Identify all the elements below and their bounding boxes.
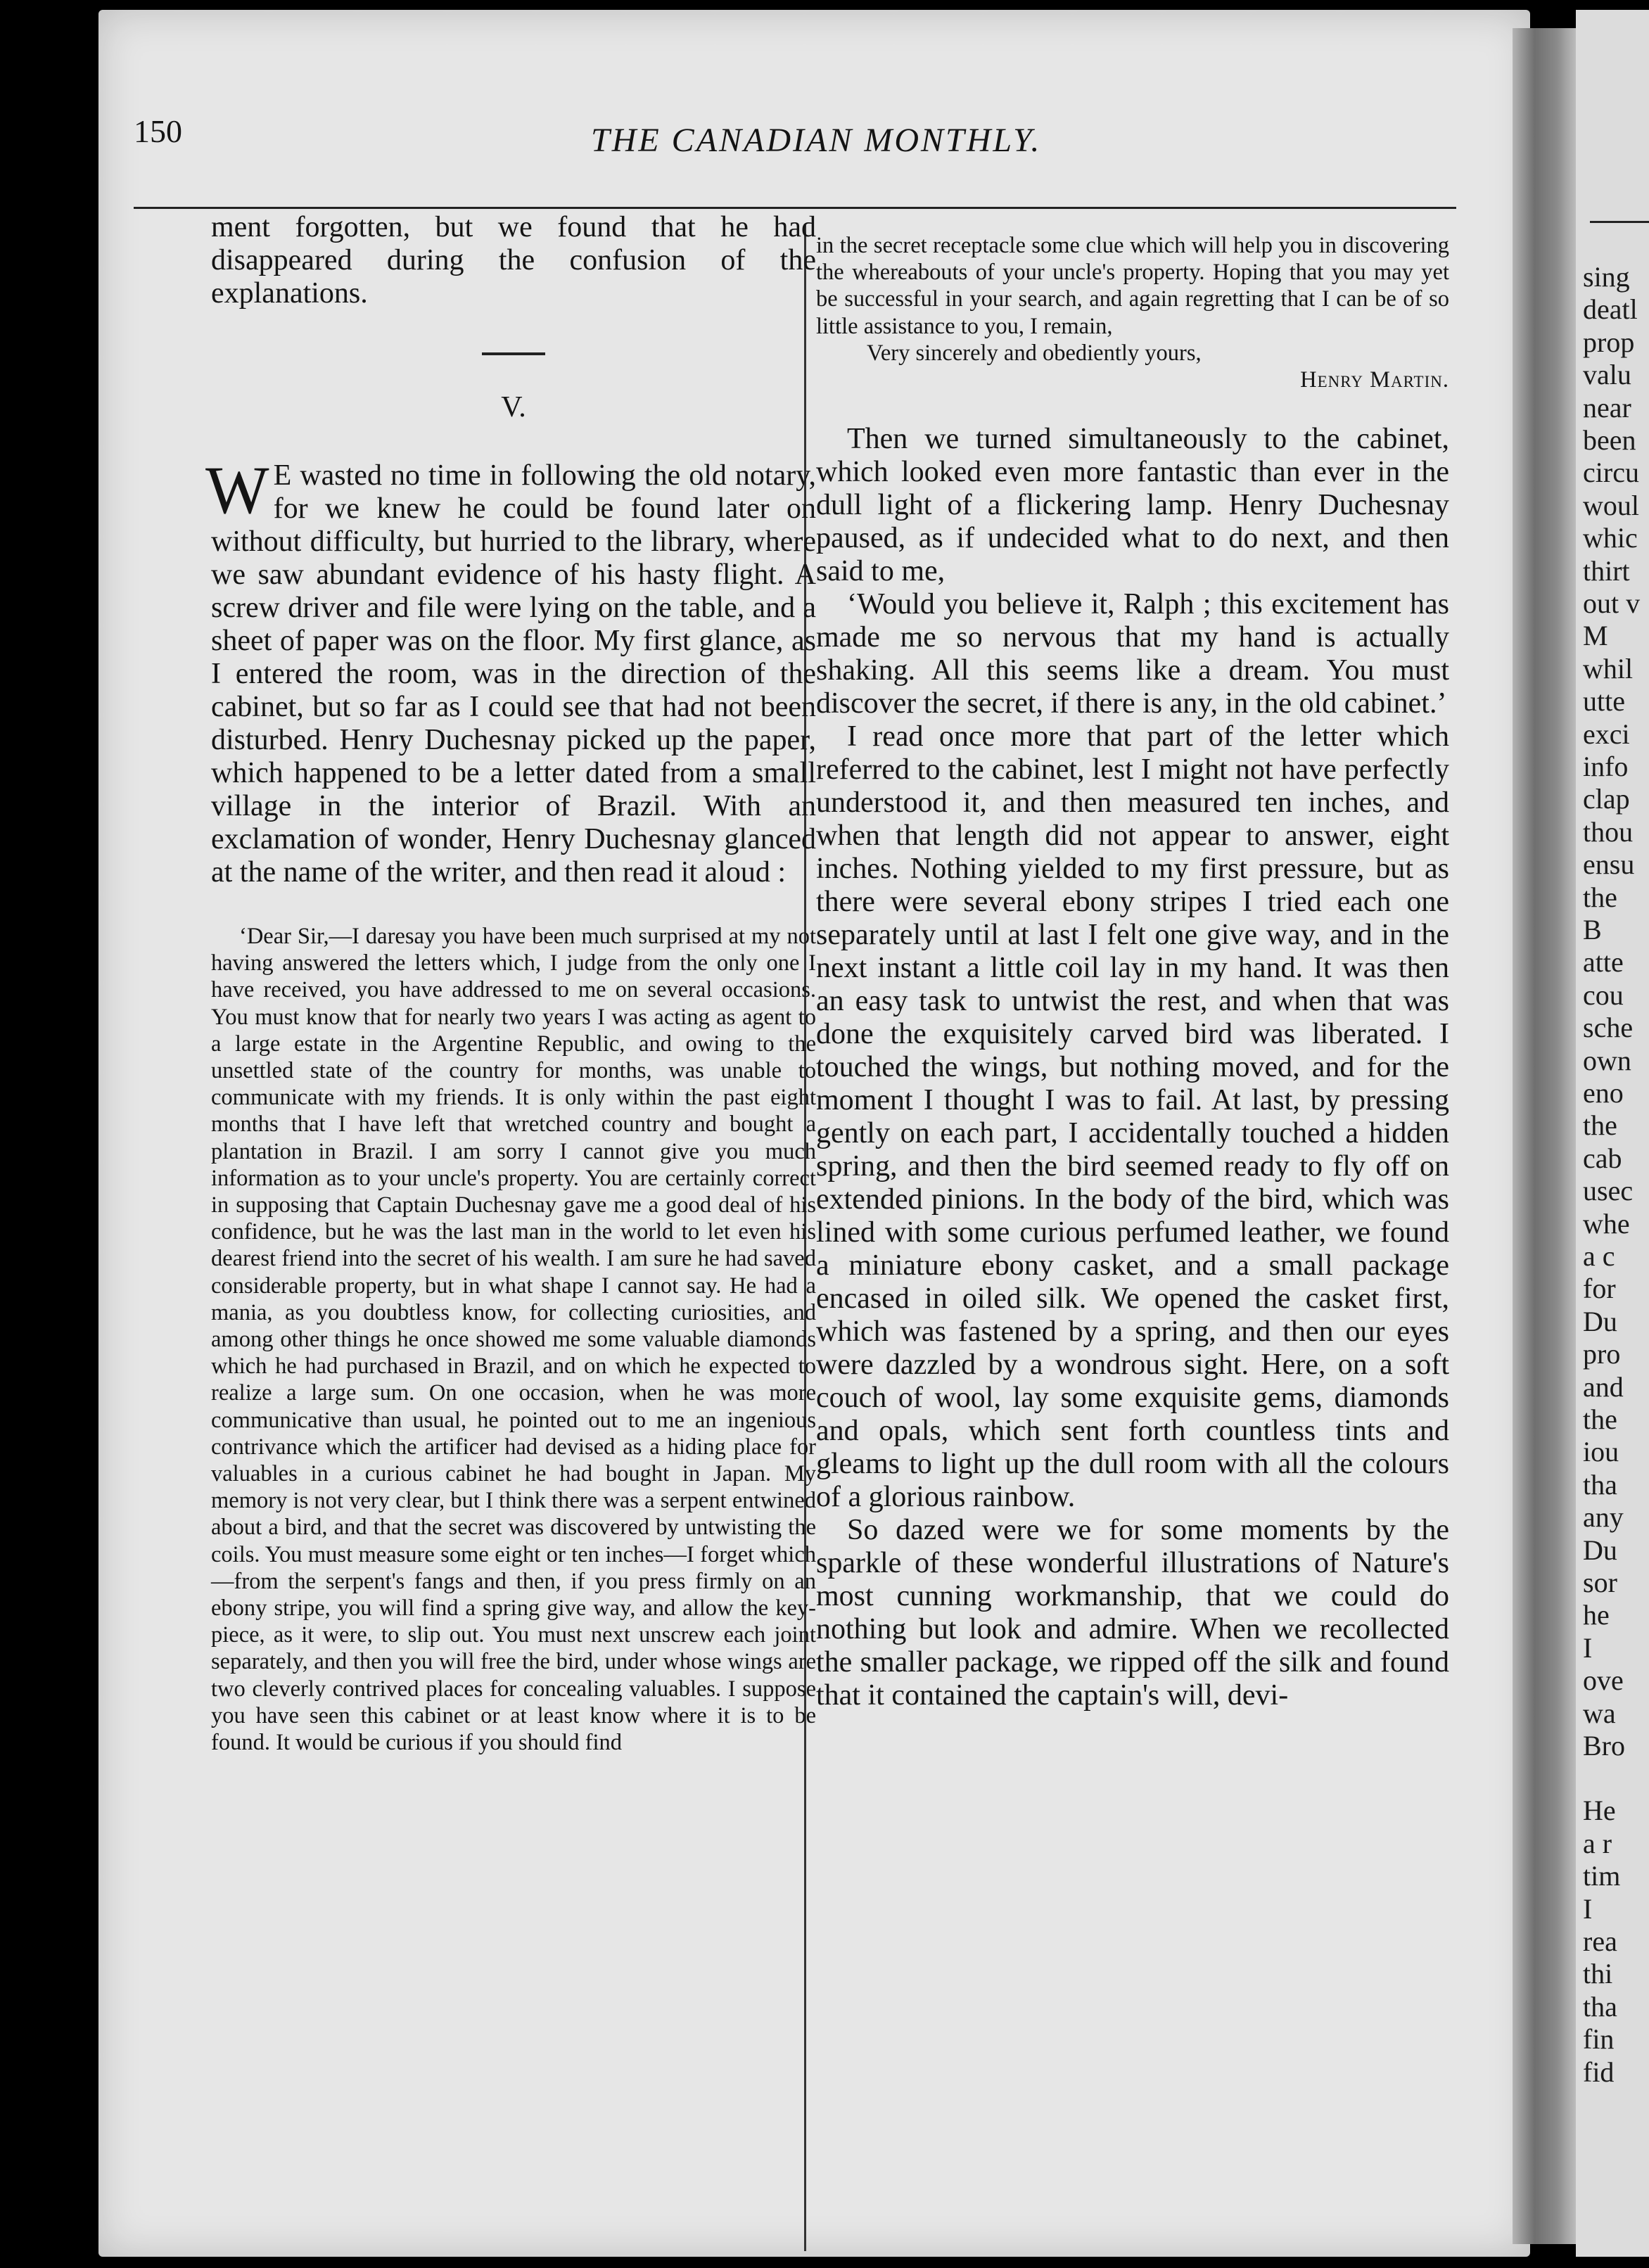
facing-page-fragment: sor bbox=[1583, 1567, 1617, 1598]
facing-page-fragment: info bbox=[1583, 751, 1629, 782]
header-rule bbox=[134, 207, 1456, 209]
running-title: THE CANADIAN MONTHLY. bbox=[591, 122, 1042, 159]
facing-page-fragment: own bbox=[1583, 1044, 1631, 1076]
facing-page-fragment: fin bbox=[1583, 2023, 1615, 2056]
facing-page-fragment: usec bbox=[1583, 1175, 1634, 1207]
facing-page-fragment: pro bbox=[1583, 1338, 1621, 1370]
facing-page-fragment: I bbox=[1583, 1631, 1593, 1664]
facing-page-fragment: rea bbox=[1583, 1925, 1617, 1957]
facing-page-fragment: exci bbox=[1583, 718, 1630, 750]
facing-page-fragment: clap bbox=[1583, 783, 1630, 815]
facing-page-fragment: thirt bbox=[1583, 554, 1630, 587]
facing-page-fragment: sing bbox=[1583, 261, 1630, 293]
facing-page-fragment: I bbox=[1583, 1892, 1593, 1925]
left-column bbox=[205, 211, 816, 1756]
facing-page-fragment: any bbox=[1583, 1501, 1624, 1534]
facing-page-fragment: atte bbox=[1583, 946, 1624, 979]
letter-closing: Very sincerely and obediently yours, bbox=[867, 340, 1202, 366]
facing-page-fragment: whil bbox=[1583, 652, 1634, 684]
facing-page-fragment: for bbox=[1583, 1273, 1616, 1305]
letter-text: ‘Dear Sir,—I daresay you have been much surprised at my not having answered the letters which, I judge from the only one I have received, you have addressed to me on several occasions. You must know that for nearly two years I was acting as agent to a large estate in the Argentine Republic, and owing to the unsettled state of the country for months, was unable to communicate with my friends. It is only within the past eight months that I have left that wretched country and bought a plantation in Brazil. I am sorry I cannot give you much information as to your uncle's property. You are certainly correct in supposing that Captain Duchesnay gave me a good deal of his confidence, but he was the last man in the world to let even his dearest friend into the secret of his wealth. I am sure he had saved considerable property, but in what shape I cannot say. He had a mania, as you doubtless know, for collecting curiosities, and among other things he once showed me some valuable diamonds which he had purchased in Brazil, and on which he expected to realize a large sum. On one occasion, when he was more communicative than usual, he pointed out to me an ingenious contrivance which the artificer had devised as a hiding place for valuables in a curious cabinet he had bought in Japan. My memory is not very clear, but I think there was a serpent entwined about a bird, and that the secret was discovered by untwisting the coils. You must measure some eight or ten inches—I forget which—from the serpent's fangs and then, if you press firmly on an ebony stripe, you will find a spring give way, and allow the key-piece, as it were, to slip out. You must next unscrew each joint separately, and then you will free the bird, under whose wings are two cleverly contrived places for concealing valuables. I suppose you have seen this cabinet or at least know where it is to be found. It would be curious if you should find bbox=[211, 924, 816, 1756]
facing-page-fragment: ensu bbox=[1583, 848, 1635, 881]
book-spine-shadow bbox=[1513, 28, 1576, 2244]
section-number: V. bbox=[501, 391, 526, 423]
facing-page-fragment: sche bbox=[1583, 1012, 1634, 1044]
facing-page-fragment: whic bbox=[1583, 522, 1638, 554]
facing-page-fragment: a r bbox=[1583, 1827, 1612, 1859]
facing-page-fragment: near bbox=[1583, 391, 1631, 423]
facing-page-fragment: fid bbox=[1583, 2056, 1615, 2088]
facing-page-fragment: tha bbox=[1583, 1990, 1617, 2022]
right-column bbox=[816, 232, 1449, 1712]
section-break-rule bbox=[482, 352, 545, 355]
facing-page-fragment: utte bbox=[1583, 685, 1625, 718]
paragraph: So dazed were we for some moments by the sparkle of these wonderful illustrations of Nature's most cunning workmanship, that we could do nothing but look and admire. When we recollected the smaller package, we ripped off the silk and found that it contained the captain's will, devi- bbox=[816, 1514, 1449, 1712]
facing-page-fragment: He bbox=[1583, 1795, 1616, 1827]
opening-paragraph: ment forgotten, but we found that he had disappeared during the confusion of the explanations. bbox=[211, 211, 816, 310]
facing-page-fragment: B bbox=[1583, 914, 1602, 945]
facing-page-fragment: tim bbox=[1583, 1860, 1621, 1892]
letter-continued: in the secret receptacle some clue which will help you in discovering the whereabouts of your uncle's property. Hoping that you may yet be successful in your search, and again regretting that I can be of so little assistance to you, I remain, bbox=[816, 233, 1449, 339]
facing-page-edge bbox=[1576, 10, 1649, 2257]
facing-page-fragment: the bbox=[1583, 1403, 1617, 1435]
facing-page-fragment: prop bbox=[1583, 326, 1635, 358]
facing-page-fragment: a c bbox=[1583, 1240, 1615, 1272]
facing-page-fragment: the bbox=[1583, 881, 1617, 913]
facing-page-fragment: Du bbox=[1583, 1534, 1617, 1566]
facing-page-fragment: woul bbox=[1583, 489, 1639, 521]
letter-signature: Henry Martin. bbox=[1300, 367, 1449, 393]
facing-page-fragment: eno bbox=[1583, 1077, 1624, 1109]
facing-page-fragment: ove bbox=[1583, 1664, 1624, 1697]
facing-page-fragment: cou bbox=[1583, 979, 1624, 1011]
facing-page-fragment: thi bbox=[1583, 1958, 1613, 1990]
facing-page-fragment: iou bbox=[1583, 1436, 1619, 1468]
facing-page-rule bbox=[1590, 221, 1649, 223]
paragraph: Then we turned simultaneously to the cabinet, which looked even more fantastic than ever in the dull light of a flickering lamp. Henry Duchesnay paused, as if undecided what to do next, and then said to me, bbox=[816, 423, 1449, 588]
facing-page-fragment: thou bbox=[1583, 815, 1634, 848]
facing-page-fragment: tha bbox=[1583, 1468, 1617, 1501]
facing-page-fragment: circu bbox=[1583, 457, 1639, 489]
facing-page-fragment: out v bbox=[1583, 587, 1641, 619]
facing-page-fragment: Bro bbox=[1583, 1730, 1625, 1761]
facing-page-fragment: whe bbox=[1583, 1207, 1630, 1240]
section-first-paragraph bbox=[205, 452, 816, 889]
facing-page-fragment: M bbox=[1583, 620, 1608, 652]
page-header bbox=[134, 113, 1463, 169]
facing-page-fragment: and bbox=[1583, 1370, 1624, 1403]
paragraph: ‘Would you believe it, Ralph ; this excitement has made me so nervous that my hand is actually shaking. All this seems like a dream. You must discover the secret, if there is any, in the old cabinet.’ bbox=[816, 588, 1449, 720]
paragraph: I read once more that part of the letter which referred to the cabinet, lest I might not have perfectly understood it, and then measured ten inches, and when that length did not appear to answer, eight inches. Nothing yielded to my first pressure, but as there were several ebony stripes I tried each one separately until at last I felt one give way, and in the next instant a little coil lay in my hand. It was then an easy task to untwist the rest, and when that was done the exquisitely carved bird was liberated. I touched the wings, but nothing moved, and for the moment I thought I was to fail. At last, by pressing gently on each part, I accidentally touched a hidden spring, and then the bird seemed ready to fly off on extended pinions. In the body of the bird, which was lined with some curious perfumed leather, we found a miniature ebony casket, and a small package encased in oiled silk. We opened the casket first, which was fastened by a spring, and then our eyes were dazzled by a wondrous sight. Here, on a soft couch of wool, lay some exquisite gems, diamonds and opals, which sent forth countless tints and gleams to light up the dull room with all the colours of a glorious rainbow. bbox=[816, 720, 1449, 1514]
facing-page-fragment: deatl bbox=[1583, 293, 1638, 326]
page-number: 150 bbox=[134, 113, 182, 149]
facing-page-fragment: Du bbox=[1583, 1305, 1617, 1337]
facing-page-fragment: valu bbox=[1583, 359, 1631, 391]
facing-page-fragment: the bbox=[1583, 1109, 1617, 1142]
facing-page-fragment: he bbox=[1583, 1599, 1610, 1631]
facing-page-fragment: been bbox=[1583, 424, 1636, 456]
paragraph-text: E wasted no time in following the old notary, for we knew he could be found later on without difficulty, but hurried to the library, where we saw abundant evidence of his hasty flight. A screw driver and file were lying on the table, and a sheet of paper was on the floor. My first glance, as I entered the room, was in the direction of the cabinet, but so far as I could see that had not been disturbed. Henry Duchesnay picked up the paper, which happened to be a letter dated from a small village in the interior of Brazil. With an exclamation of wonder, Henry Duchesnay glanced at the name of the writer, and then read it aloud : bbox=[211, 459, 816, 888]
facing-page-fragment: cab bbox=[1583, 1142, 1622, 1174]
facing-page-fragment: wa bbox=[1583, 1697, 1616, 1729]
drop-cap: W bbox=[205, 452, 269, 528]
